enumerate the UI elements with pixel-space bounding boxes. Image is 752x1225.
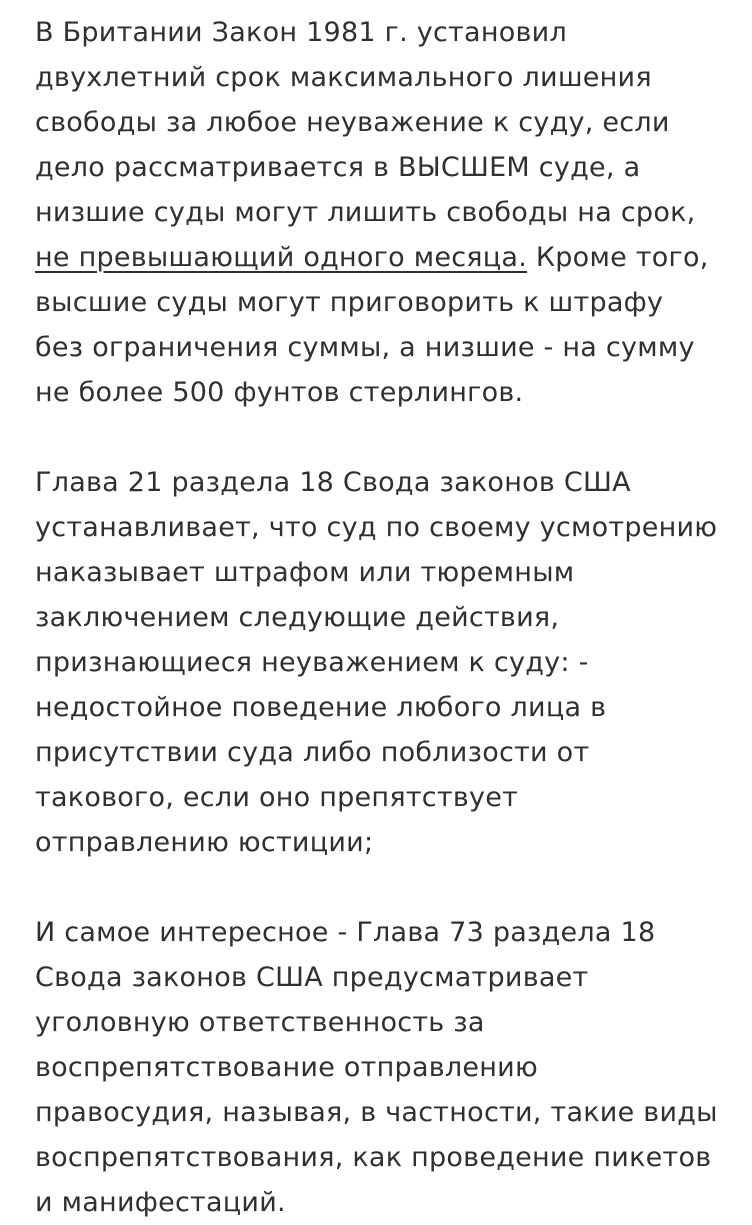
text-line: Глава 21 раздела 18 Свода законов США [35, 467, 631, 498]
text-line: заключением следующие действия, [35, 602, 560, 633]
text-line: воспрепятствования, как проведение пикетов [35, 1142, 712, 1173]
text-line: И самое интересное - Глава 73 раздела 18 [35, 917, 656, 948]
text-line: присутствии суда либо поблизости от [35, 737, 590, 768]
text-line: правосудия, называя, в частности, такие виды [35, 1097, 718, 1128]
text-line: свободы за любое неуважение к суду, если [35, 107, 670, 138]
text-line: дело рассматривается в ВЫСШЕМ суде, а [35, 152, 641, 183]
paragraph-us-chapter-21 [35, 460, 725, 865]
text-line: высшие суды могут приговорить к штрафу [35, 287, 664, 318]
text-line: двухлетний срок максимального лишения [35, 62, 652, 93]
underlined-phrase: не превышающий одного месяца. [35, 242, 528, 273]
text-line: В Британии Закон 1981 г. установил [35, 17, 567, 48]
line-continuation: Кроме того, [527, 242, 709, 273]
text-line: устанавливает, что суд по своему усмотрению [35, 512, 718, 543]
text-line: и манифестаций. [35, 1187, 286, 1218]
text-line: недостойное поведение любого лица в [35, 692, 607, 723]
text-line: без ограничения суммы, а низшие - на сумму [35, 332, 695, 363]
article-body [35, 10, 725, 1225]
text-line: признающиеся неуважением к суду: - [35, 647, 589, 678]
text-line: не более 500 фунтов стерлингов. [35, 377, 524, 408]
text-line: уголовную ответственность за [35, 1007, 485, 1038]
paragraph-uk-law [35, 10, 725, 415]
text-line: наказывает штрафом или тюремным [35, 557, 575, 588]
paragraph-us-chapter-73 [35, 910, 725, 1225]
text-line: воспрепятствование отправлению [35, 1052, 538, 1083]
text-line: отправлению юстиции; [35, 827, 374, 858]
cropped-text-fragment [36, 0, 96, 4]
text-line: низшие суды могут лишить свободы на срок, [35, 197, 696, 228]
text-line: Свода законов США предусматривает [35, 962, 589, 993]
text-line [35, 235, 725, 280]
text-line: такового, если оно препятствует [35, 782, 519, 813]
